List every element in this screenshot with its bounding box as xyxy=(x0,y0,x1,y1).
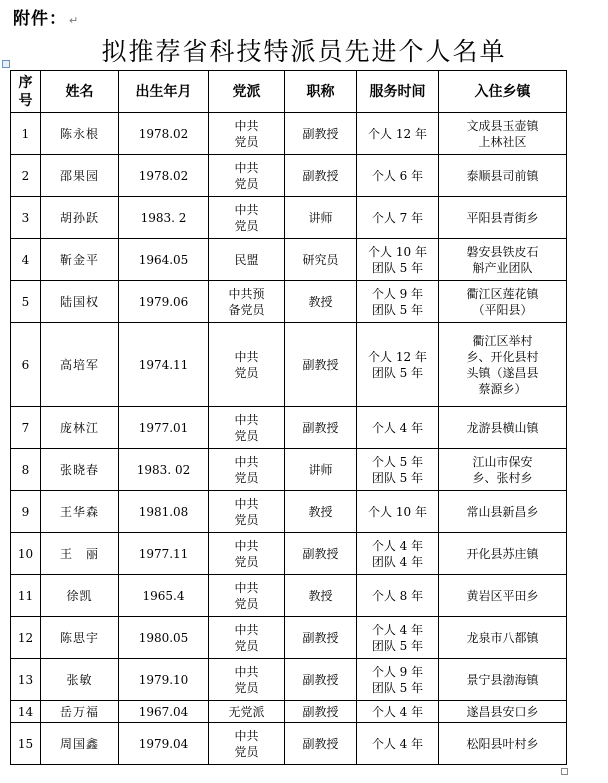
cell-party: 中共 党员 xyxy=(209,659,285,701)
cell-party: 中共 党员 xyxy=(209,533,285,575)
cell-town: 衢江区莲花镇 （平阳县） xyxy=(439,281,567,323)
cell-title: 副教授 xyxy=(285,617,357,659)
cell-no: 2 xyxy=(11,155,41,197)
cell-town: 松阳县叶村乡 xyxy=(439,723,567,765)
table-row xyxy=(11,617,567,659)
cell-town: 龙游县横山镇 xyxy=(439,407,567,449)
cell-title: 教授 xyxy=(285,575,357,617)
cell-birth: 1980.05 xyxy=(119,617,209,659)
cell-town: 黄岩区平田乡 xyxy=(439,575,567,617)
cell-town: 开化县苏庄镇 xyxy=(439,533,567,575)
table-row xyxy=(11,407,567,449)
header-no: 序号 xyxy=(11,71,41,113)
cell-no: 15 xyxy=(11,723,41,765)
cell-name: 靳金平 xyxy=(41,239,119,281)
cell-town: 景宁县渤海镇 xyxy=(439,659,567,701)
cell-town: 平阳县青街乡 xyxy=(439,197,567,239)
cell-birth: 1967.04 xyxy=(119,701,209,723)
table-row xyxy=(11,449,567,491)
table-row xyxy=(11,575,567,617)
cell-birth: 1977.11 xyxy=(119,533,209,575)
cell-birth: 1978.02 xyxy=(119,113,209,155)
cell-name: 徐凯 xyxy=(41,575,119,617)
cell-no: 6 xyxy=(11,323,41,407)
cell-service: 个人 8 年 xyxy=(357,575,439,617)
cell-title: 教授 xyxy=(285,491,357,533)
cell-birth: 1977.01 xyxy=(119,407,209,449)
cell-party: 中共预 备党员 xyxy=(209,281,285,323)
cell-title: 副教授 xyxy=(285,659,357,701)
cell-birth: 1979.10 xyxy=(119,659,209,701)
cell-party: 无党派 xyxy=(209,701,285,723)
paragraph-mark-icon: ↵ xyxy=(69,14,80,27)
cell-service: 个人 4 年 xyxy=(357,407,439,449)
cell-party: 中共 党员 xyxy=(209,323,285,407)
table-row xyxy=(11,239,567,281)
cell-town: 泰顺县司前镇 xyxy=(439,155,567,197)
cell-party: 中共 党员 xyxy=(209,197,285,239)
attachment-label xyxy=(13,4,79,29)
cell-birth: 1974.11 xyxy=(119,323,209,407)
cell-party: 中共 党员 xyxy=(209,407,285,449)
cell-title: 教授 xyxy=(285,281,357,323)
cell-birth: 1978.02 xyxy=(119,155,209,197)
cell-title: 副教授 xyxy=(285,533,357,575)
cell-name: 周国鑫 xyxy=(41,723,119,765)
cell-title: 讲师 xyxy=(285,197,357,239)
header-party: 党派 xyxy=(209,71,285,113)
cell-party: 民盟 xyxy=(209,239,285,281)
cell-no: 7 xyxy=(11,407,41,449)
header-town: 入住乡镇 xyxy=(439,71,567,113)
cell-party: 中共 党员 xyxy=(209,449,285,491)
cell-no: 4 xyxy=(11,239,41,281)
cell-name: 庞林江 xyxy=(41,407,119,449)
cell-no: 10 xyxy=(11,533,41,575)
cell-town: 遂昌县安口乡 xyxy=(439,701,567,723)
cell-name: 张敏 xyxy=(41,659,119,701)
cell-town: 龙泉市八都镇 xyxy=(439,617,567,659)
cell-name: 张晓春 xyxy=(41,449,119,491)
cell-no: 3 xyxy=(11,197,41,239)
header-title: 职称 xyxy=(285,71,357,113)
cell-name: 陈永根 xyxy=(41,113,119,155)
cell-name: 王华森 xyxy=(41,491,119,533)
cell-title: 副教授 xyxy=(285,323,357,407)
cell-party: 中共 党员 xyxy=(209,617,285,659)
cell-birth: 1983. 02 xyxy=(119,449,209,491)
cell-title: 副教授 xyxy=(285,407,357,449)
table-row xyxy=(11,723,567,765)
cell-town: 磐安县铁皮石 斛产业团队 xyxy=(439,239,567,281)
cell-party: 中共 党员 xyxy=(209,723,285,765)
header-name: 姓名 xyxy=(41,71,119,113)
cell-birth: 1964.05 xyxy=(119,239,209,281)
table-row xyxy=(11,113,567,155)
cell-service: 个人 4 年 xyxy=(357,723,439,765)
table-row xyxy=(11,491,567,533)
cell-name: 王 丽 xyxy=(41,533,119,575)
cell-name: 岳万福 xyxy=(41,701,119,723)
cell-service: 个人 5 年 团队 5 年 xyxy=(357,449,439,491)
cell-name: 高培军 xyxy=(41,323,119,407)
header-birth: 出生年月 xyxy=(119,71,209,113)
cell-service: 个人 4 年 团队 4 年 xyxy=(357,533,439,575)
cell-birth: 1983. 2 xyxy=(119,197,209,239)
cell-birth: 1979.04 xyxy=(119,723,209,765)
cell-party: 中共 党员 xyxy=(209,491,285,533)
table-row xyxy=(11,197,567,239)
cell-title: 副教授 xyxy=(285,723,357,765)
table-row xyxy=(11,281,567,323)
cell-no: 5 xyxy=(11,281,41,323)
cell-birth: 1981.08 xyxy=(119,491,209,533)
cell-service: 个人 12 年 xyxy=(357,113,439,155)
table-row xyxy=(11,533,567,575)
attachment-label-text: 附件： xyxy=(13,9,67,29)
cell-no: 8 xyxy=(11,449,41,491)
cell-service: 个人 4 年 xyxy=(357,701,439,723)
cell-party: 中共 党员 xyxy=(209,575,285,617)
cell-town: 衢江区举村 乡、开化县村 头镇（遂昌县 蔡源乡） xyxy=(439,323,567,407)
cell-name: 陈思宇 xyxy=(41,617,119,659)
cell-name: 陆国权 xyxy=(41,281,119,323)
cell-name: 胡孙跃 xyxy=(41,197,119,239)
cell-title: 副教授 xyxy=(285,155,357,197)
cell-service: 个人 9 年 团队 5 年 xyxy=(357,281,439,323)
cell-title: 讲师 xyxy=(285,449,357,491)
cell-birth: 1965.4 xyxy=(119,575,209,617)
cell-town: 文成县玉壶镇 上林社区 xyxy=(439,113,567,155)
table-end-marker xyxy=(561,768,568,775)
cell-service: 个人 10 年 xyxy=(357,491,439,533)
table-row xyxy=(11,701,567,723)
cell-no: 11 xyxy=(11,575,41,617)
cell-party: 中共 党员 xyxy=(209,155,285,197)
cell-no: 1 xyxy=(11,113,41,155)
table-row xyxy=(11,323,567,407)
cell-town: 常山县新昌乡 xyxy=(439,491,567,533)
cell-title: 研究员 xyxy=(285,239,357,281)
cell-service: 个人 6 年 xyxy=(357,155,439,197)
cell-no: 12 xyxy=(11,617,41,659)
cell-service: 个人 9 年 团队 5 年 xyxy=(357,659,439,701)
cell-birth: 1979.06 xyxy=(119,281,209,323)
header-service: 服务时间 xyxy=(357,71,439,113)
table-row xyxy=(11,155,567,197)
cell-title: 副教授 xyxy=(285,113,357,155)
cell-service: 个人 4 年 团队 5 年 xyxy=(357,617,439,659)
nominee-table xyxy=(10,70,567,765)
cell-party: 中共 党员 xyxy=(209,113,285,155)
cell-no: 9 xyxy=(11,491,41,533)
document-title: 拟推荐省科技特派员先进个人名单 xyxy=(101,37,507,66)
table-header-row xyxy=(11,71,567,113)
cell-service: 个人 12 年 团队 5 年 xyxy=(357,323,439,407)
cell-no: 13 xyxy=(11,659,41,701)
cell-service: 个人 7 年 xyxy=(357,197,439,239)
table-body xyxy=(11,113,567,765)
cell-service: 个人 10 年 团队 5 年 xyxy=(357,239,439,281)
cell-title: 副教授 xyxy=(285,701,357,723)
cell-name: 邵果园 xyxy=(41,155,119,197)
cell-town: 江山市保安 乡、张村乡 xyxy=(439,449,567,491)
cell-no: 14 xyxy=(11,701,41,723)
table-row xyxy=(11,659,567,701)
